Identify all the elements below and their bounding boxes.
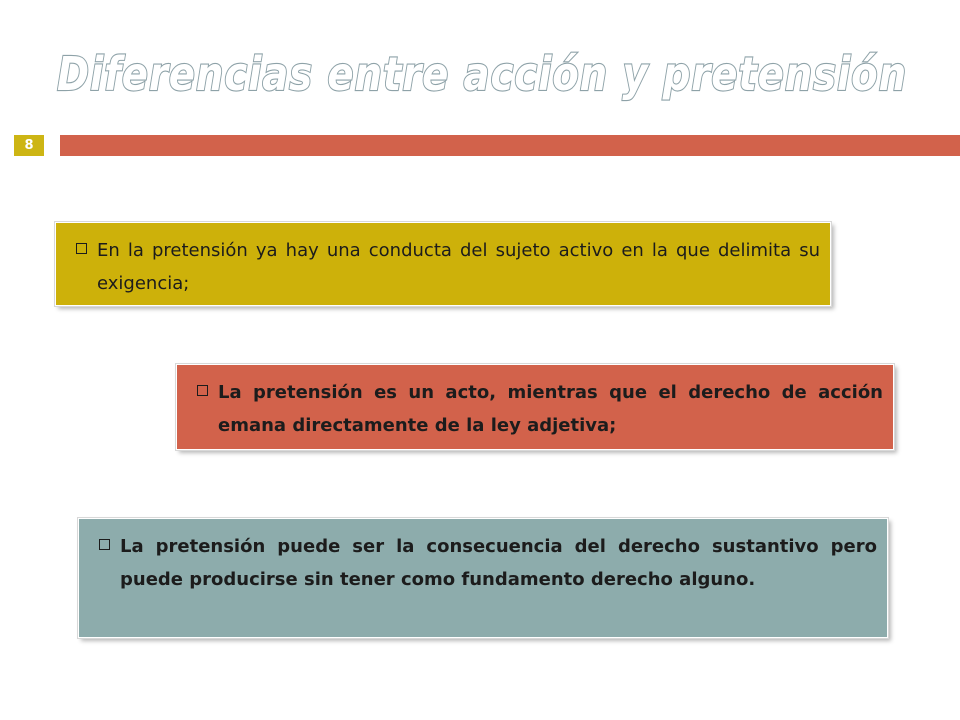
checkbox-square-icon [76,243,91,257]
slide-title-container [0,32,960,122]
point-box-2 [176,364,894,450]
header-accent-bar [60,135,960,156]
point-box-1 [55,222,831,306]
point-text-container-1 [76,234,820,300]
slide-title: Diferencias entre acción y pretensión [57,47,907,101]
point-text-container-3 [99,530,877,596]
point-text-container-2 [197,376,883,442]
checkbox-square-icon [197,385,212,399]
checkbox-square-icon [99,539,114,553]
slide-number: 8 [14,135,44,156]
slide-title-graphic [0,32,960,122]
point-text-2: La pretensión es un acto, mientras que el derecho de acción emana directamente de la ley adjetiva; [218,382,883,436]
point-text-3: La pretensión puede ser la consecuencia del derecho sustantivo pero puede producirse sin tener como fundamento derecho alguno. [120,536,877,590]
point-box-3 [78,518,888,638]
point-text-1: En la pretensión ya hay una conducta del sujeto activo en la que delimita su exigencia; [97,240,820,294]
